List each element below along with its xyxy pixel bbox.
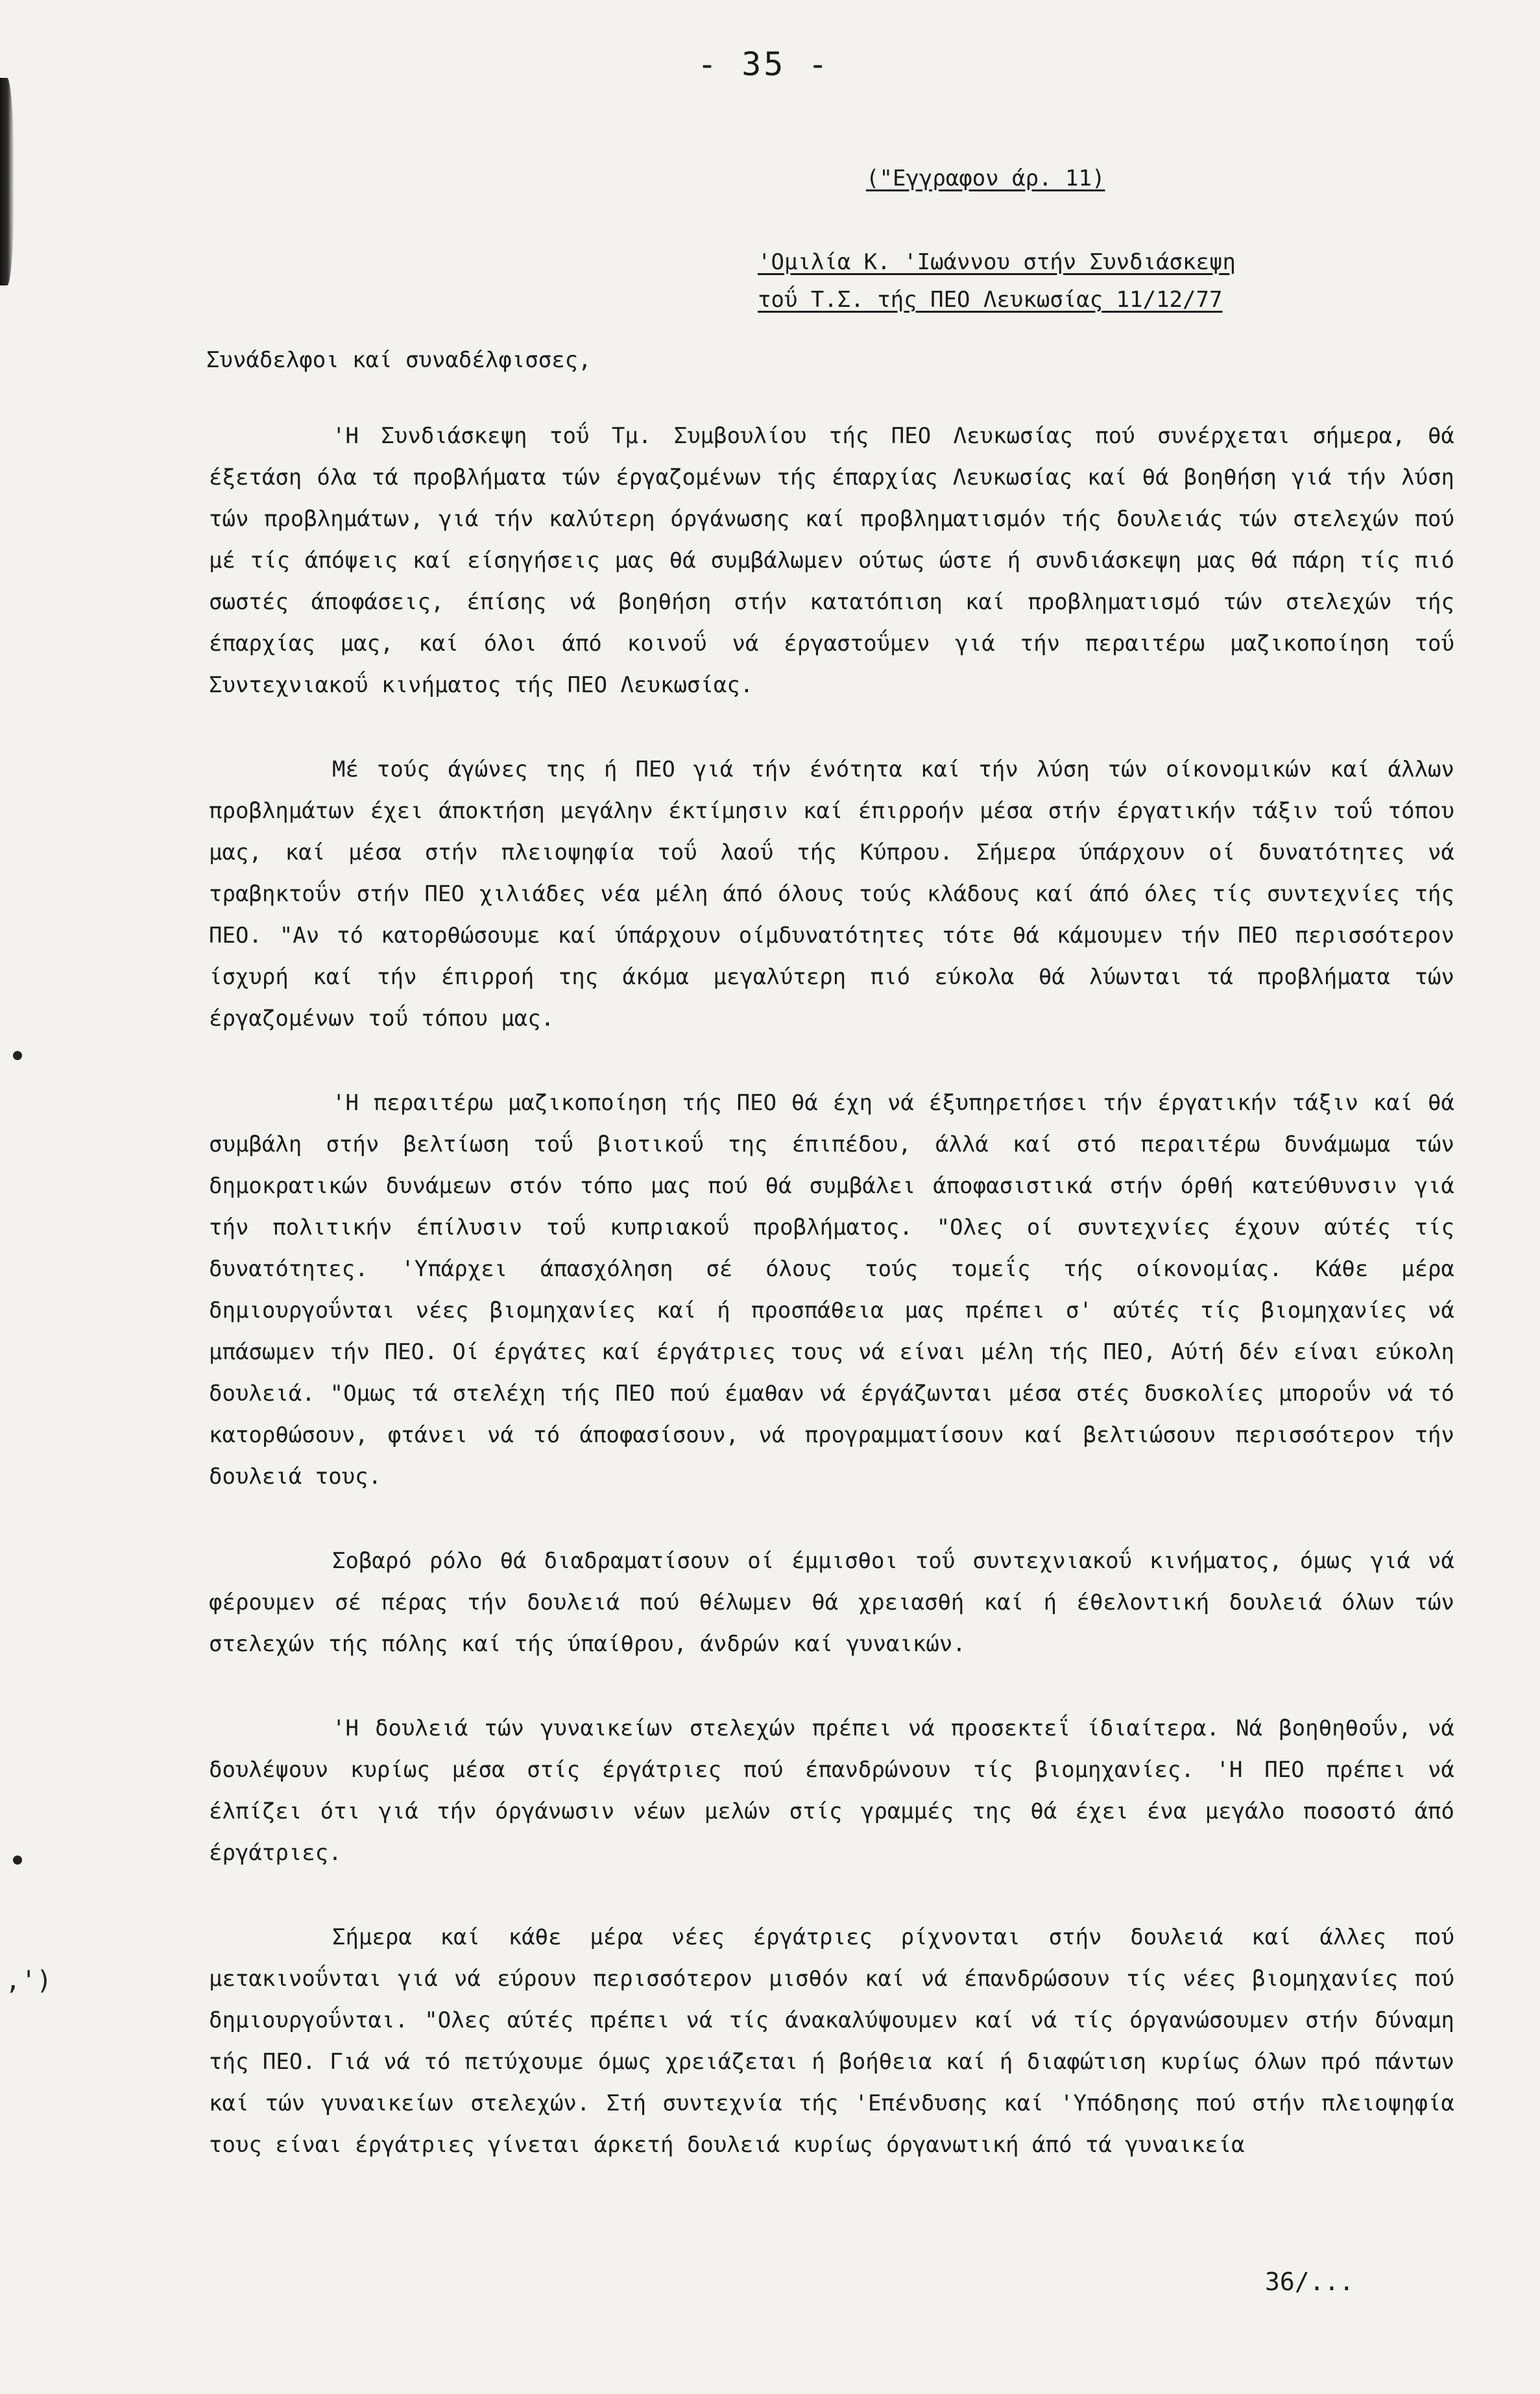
speech-title-line-1: 'Ομιλία Κ. 'Ιωάννου στήν Συνδιάσκεψη <box>758 249 1236 275</box>
margin-dot <box>13 1051 22 1060</box>
speech-title <box>758 243 1406 319</box>
salutation: Συνάδελφοι καί συναδέλφισσες, <box>206 347 592 373</box>
margin-dot <box>13 1856 22 1865</box>
body-text <box>209 415 1454 2208</box>
paragraph: 'Η δουλειά τών γυναικείων στελεχών πρέπει νά προσεκτεΐ ίδιαίτερα. Νά βοηθηθοΰν, νά δουλέψουν κυρίως μέσα στίς έργάτριες πού έπανδρώνουν τίς βιομηχανίες. 'Η ΠΕΟ πρέπει νά έλπίζει ότι γιά τήν όργάνωσιν νέων μελών στίς γραμμές της θά έχει ένα μεγάλο ποσοστό άπό έργάτριες. <box>209 1715 1454 1866</box>
document-reference: ("Εγγραφον άρ. 11) <box>866 165 1105 191</box>
page-number: - 35 - <box>697 45 830 83</box>
binding-shadow <box>0 78 14 285</box>
margin-bracket-mark: ,') <box>5 1966 53 1996</box>
paragraph: 'Η περαιτέρω μαζικοποίηση τής ΠΕΟ θά έχη νά έξυπηρετήσει τήν έργατικήν τάξιν καί θά συμβάλη στήν βελτίωση τοΰ βιοτικοΰ της έπιπέδου, άλλά καί στό περαιτέρω δυνάμωμα τών δημοκρατικών δυνάμεων στόν τόπο μας πού θά συμβάλει άποφασιστικά στήν όρθή κατεύθυνσιν γιά τήν πολιτικήν έπίλυσιν τοΰ κυπριακοΰ προβλήματος. "Ολες οί συντεχνίες έχουν αύτές τίς δυνατότητες. 'Υπάρχει άπασχόληση σέ όλους τούς τομεΐς τής οίκονομίας. Κάθε μέρα δημιουργοΰνται νέες βιομηχανίες καί ή προσπάθεια μας πρέπει σ' αύτές τίς βιομηχανίες νά μπάσωμεν τήν ΠΕΟ. Οί έργάτες καί έργάτριες τους νά είναι μέλη τής ΠΕΟ, Αύτή δέν είναι εύκολη δουλειά. "Ομως τά στελέχη τής ΠΕΟ πού έμαθαν νά έργάζωνται μέσα στές δυσκολίες μποροΰν νά τό κατορθώσουν, φτάνει νά τό άποφασίσουν, νά προγραμματίσουν καί βελτιώσουν περισσότερον τήν δουλειά τους. <box>209 1090 1454 1490</box>
paragraph: 'Η Συνδιάσκεψη τοΰ Τμ. Συμβουλίου τής ΠΕΟ Λευκωσίας πού συνέρχεται σήμερα, θά έξετάση όλα τά προβλήματα τών έργαζομένων τής έπαρχίας Λευκωσίας καί θά βοηθήση γιά τήν λύση τών προβλημάτων, γιά τήν καλύτερη όργάνωσης καί προβληματισμόν τής δουλειάς τών στελεχών πού μέ τίς άπόψεις καί είσηγήσεις μας θά συμβάλωμεν ούτως ώστε ή συνδιάσκεψη μας θά πάρη τίς πιό σωστές άποφάσεις, έπίσης νά βοηθήση στήν κατατόπιση καί προβληματισμό τών στελεχών τής έπαρχίας μας, καί όλοι άπό κοινοΰ νά έργαστοΰμεν γιά τήν περαιτέρω μαζικοποίηση τοΰ Συντεχνιακοΰ κινήματος τής ΠΕΟ Λευκωσίας. <box>209 423 1454 698</box>
paragraph: Μέ τούς άγώνες της ή ΠΕΟ γιά τήν ένότητα καί τήν λύση τών οίκονομικών καί άλλων προβλημάτων έχει άποκτήση μεγάλην έκτίμησιν καί έπιρροήν μέσα στήν έργατικήν τάξιν τοΰ τόπου μας, καί μέσα στήν πλειοψηφία τοΰ λαοΰ τής Κύπρου. Σήμερα ύπάρχουν οί δυνατότητες νά τραβηκτοΰν στήν ΠΕΟ χιλιάδες νέα μέλη άπό όλους τούς κλάδους καί άπό όλες τίς συντεχνίες τής ΠΕΟ. "Αν τό κατορθώσουμε καί ύπάρχουν οίμδυνατότητες τότε θά κάμουμεν τήν ΠΕΟ περισσότερον ίσχυρή καί τήν έπιρροή της άκόμα μεγαλύτερη πιό εύκολα θά λύωνται τά προβλήματα τών έργαζομένων τοΰ τόπου μας. <box>209 756 1454 1032</box>
speech-title-line-2: τοΰ Τ.Σ. τής ΠΕΟ Λευκωσίας 11/12/77 <box>758 287 1223 313</box>
paragraph: Σοβαρό ρόλο θά διαδραματίσουν οί έμμισθοι τοΰ συντεχνιακοΰ κινήματος, όμως γιά νά φέρουμεν σέ πέρας τήν δουλειά πού θέλωμεν θά χρειασθή καί ή έθελοντική δουλειά όλων τών στελεχών τής πόλης καί τής ύπαίθρου, άνδρών καί γυναικών. <box>209 1548 1454 1657</box>
paragraph: Σήμερα καί κάθε μέρα νέες έργάτριες ρίχνονται στήν δουλειά καί άλλες πού μετακινοΰνται γιά νά εύρουν περισσότερον μισθόν καί νά έπανδρώσουν τίς νέες βιομηχανίες πού δημιουργοΰνται. "Ολες αύτές πρέπει νά τίς άνακαλύψουμεν καί νά τίς όργανώσουμεν στήν δύναμη τής ΠΕΟ. Γιά νά τό πετύχουμε όμως χρειάζεται ή βοήθεια καί ή διαφώτιση κυρίως όλων πρό πάντων καί τών γυναικείων στελεχών. Στή συντεχνία τής 'Επένδυσης καί 'Υπόδησης πού στήν πλειοψηφία τους είναι έργάτριες γίνεται άρκετή δουλειά κυρίως όργανωτική άπό τά γυναικεία <box>209 1924 1454 2158</box>
continuation-marker: 36/... <box>1265 2267 1354 2296</box>
